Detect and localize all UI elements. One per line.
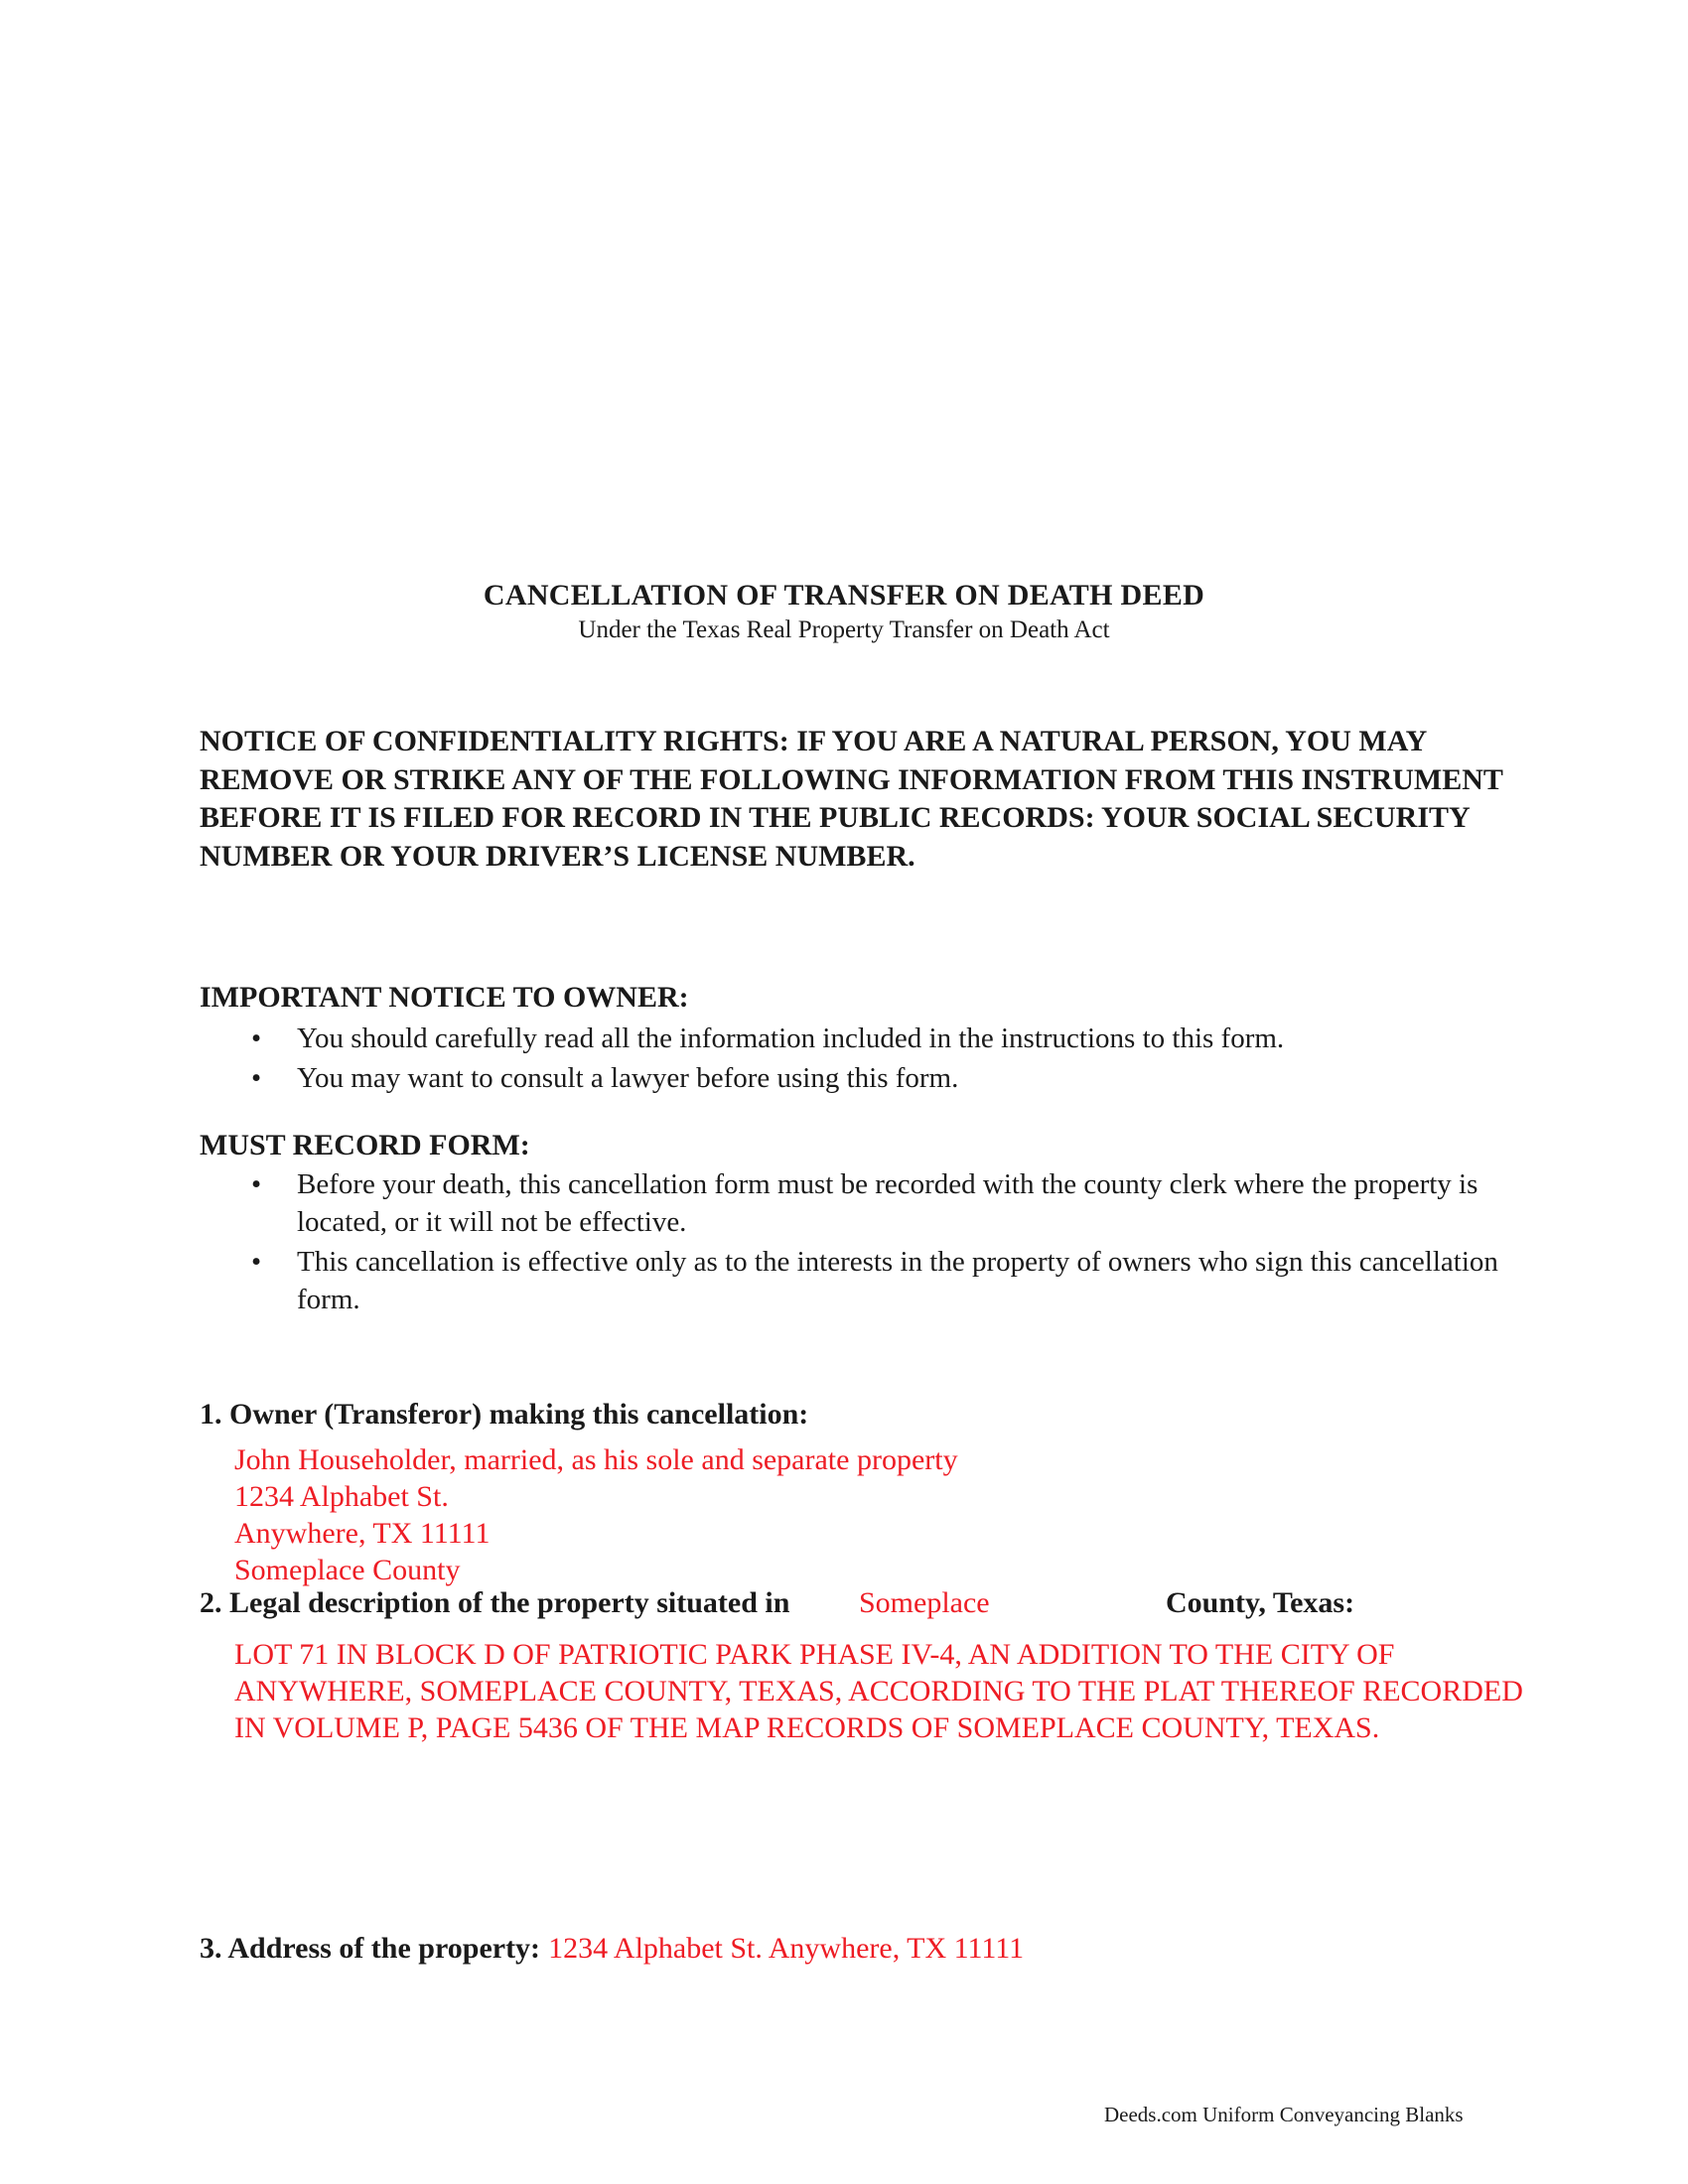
legal-description-text: LOT 71 IN BLOCK D OF PATRIOTIC PARK PHASE IV-4, AN ADDITION TO THE CITY OF ANYWHERE, SOMEPLACE COUNTY, TEXAS, ACCORDING TO THE PLAT THEREOF RECORDED IN VOLUME P, PAGE 5436 OF THE MAP RECORDS OF SOMEPLACE COUNTY, TEXAS. (234, 1638, 1523, 1744)
owner-city-line: Anywhere, TX 11111 (234, 1517, 491, 1550)
legal-description-heading (200, 1586, 1510, 1626)
must-record-section (200, 1129, 1510, 1318)
important-notice-list (200, 1019, 1510, 1098)
bullet-icon: • (251, 1246, 262, 1278)
list-item: • Before your death, this cancellation form must be recorded with the county clerk where the property is located, or it will not be effective. (251, 1168, 1478, 1238)
list-item: • You may want to consult a lawyer before using this form. (200, 1058, 1510, 1098)
owner-section (200, 1398, 1510, 1588)
must-record-heading: MUST RECORD FORM: (200, 1129, 530, 1161)
property-address-section (200, 1932, 1510, 1966)
owner-county-line: Someplace County (234, 1554, 461, 1586)
legal-description-section (200, 1586, 1523, 1746)
property-address-value: 1234 Alphabet St. Anywhere, TX 11111 (548, 1932, 1025, 1965)
owner-label: 1. Owner (Transferor) making this cancellation: (200, 1398, 809, 1431)
legal-description-label: 2. Legal description of the property situated in (200, 1586, 790, 1619)
bullet-icon: • (251, 1023, 262, 1054)
bullet-icon: • (251, 1168, 262, 1200)
document-header (0, 579, 1688, 644)
legal-county-value: Someplace (859, 1586, 990, 1619)
owner-name-line: John Householder, married, as his sole and separate property (234, 1443, 958, 1476)
important-notice-heading: IMPORTANT NOTICE TO OWNER: (200, 981, 689, 1014)
list-item: • You should carefully read all the information included in the instructions to this form. (200, 1019, 1510, 1058)
bullet-icon: • (251, 1062, 262, 1094)
legal-county-tail: County, Texas: (1166, 1586, 1355, 1619)
must-record-list (200, 1166, 1510, 1318)
property-address-label: 3. Address of the property: (200, 1932, 541, 1965)
owner-street-line: 1234 Alphabet St. (234, 1480, 449, 1513)
list-item: • This cancellation is effective only as to the interests in the property of owners who sign this cancellation form. (251, 1246, 1498, 1315)
confidentiality-notice: NOTICE OF CONFIDENTIALITY RIGHTS: IF YOU ARE A NATURAL PERSON, YOU MAY REMOVE OR STRIKE ANY OF THE FOLLOWING INFORMATION FROM THIS INSTRUMENT BEFORE IT IS FILED FOR RECORD IN THE PUBLIC RECORDS: YOUR SOCIAL SECURITY NUMBER OR YOUR DRIVER’S LICENSE NUMBER. (200, 725, 1503, 873)
document-subtitle: Under the Texas Real Property Transfer on Death Act (578, 616, 1110, 643)
document-title: CANCELLATION OF TRANSFER ON DEATH DEED (483, 579, 1205, 612)
important-notice-section (200, 981, 1510, 1098)
owner-details (200, 1441, 1510, 1588)
page-footer: Deeds.com Uniform Conveyancing Blanks (1104, 2103, 1464, 2126)
